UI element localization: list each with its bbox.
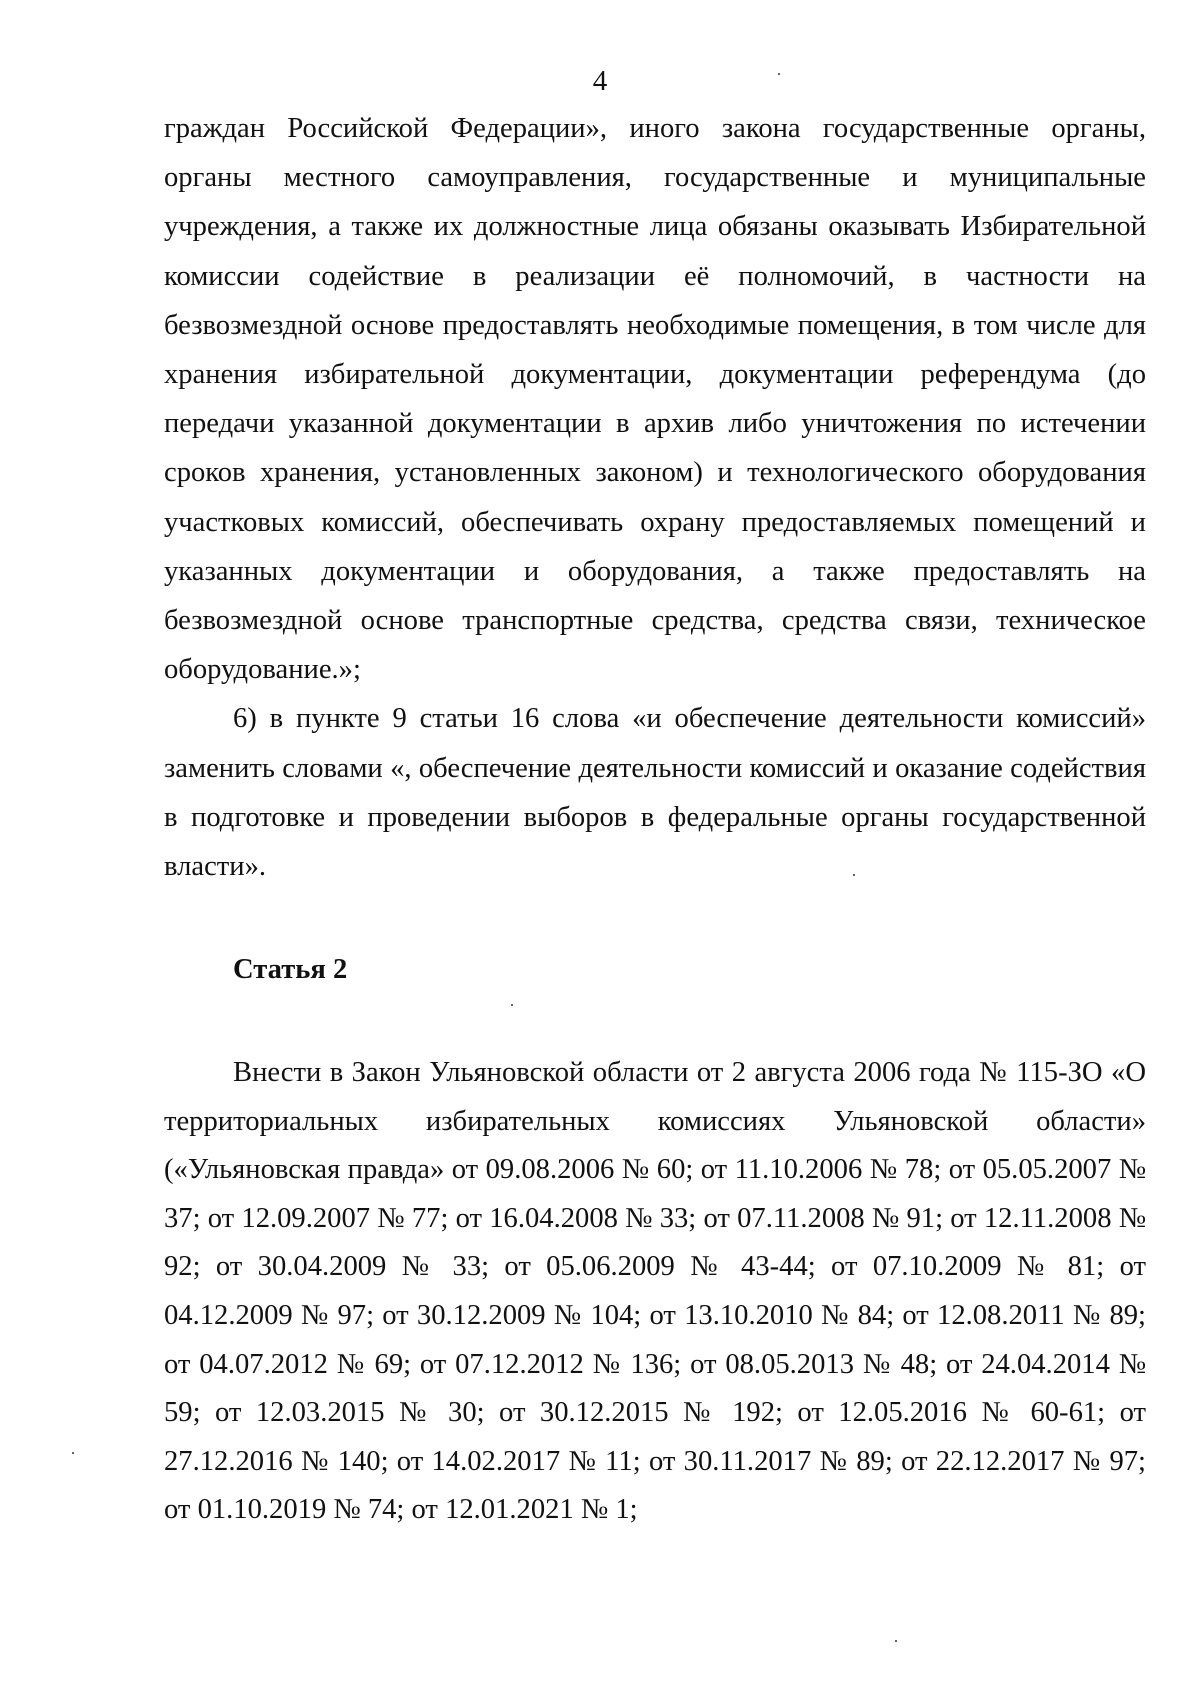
article-1-continuation [164,104,1146,891]
article-2-body [164,1049,1146,1535]
article-heading: Статья 2 [233,954,348,985]
scan-speck [853,874,855,876]
paragraph-continued: граждан Российской Федерации», иного закона государственные органы, органы местного самоуправления, государственные и муниципальные учреждения, а также их должностные лица обязаны оказывать Избирательной комиссии содействие в реализации её полномочий, в частности на безвозмездной основе предоставлять необходимые помещения, в том числе для хранения избирательной документации, документации референдума (до передачи указанной документации в архив либо уничтожения по истечении сроков хранения, установленных законом) и технологического оборудования участковых комиссий, обеспечивать охрану предоставляемых помещений и указанных документации и оборудования, а также предоставлять на безвозмездной основе транспортные средства, средства связи, техническое оборудование.»; [164,113,1146,686]
page-number: 4 [592,65,608,97]
scan-speck [778,73,780,75]
paragraph-item-6: 6) в пункте 9 статьи 16 слова «и обеспечение деятельности комиссий» заменить словами «, обеспечение деятельности комиссий и оказание содействия в подготовке и проведении выборов в федеральные органы государственной власти». [164,703,1146,883]
scan-speck [895,1640,897,1642]
scan-speck [511,1004,513,1006]
article-2-paragraph: Внести в Закон Ульяновской области от 2 августа 2006 года № 115-ЗО «О территориальных избирательных комиссиях Ульяновской области» («Ульяновская правда» от 09.08.2006 № 60; от 11.10.2006 № 78; от 05.05.2007 № 37; от 12.09.2007 № 77; от 16.04.2008 № 33; от 07.11.2008 № 91; от 12.11.2008 № 92; от 30.04.2009 № 33; от 05.06.2009 № 43-44; от 07.10.2009 № 81; от 04.12.2009 № 97; от 30.12.2009 № 104; от 13.10.2010 № 84; от 12.08.2011 № 89; от 04.07.2012 № 69; от 07.12.2012 № 136; от 08.05.2013 № 48; от 24.04.2014 № 59; от 12.03.2015 № 30; от 30.12.2015 № 192; от 12.05.2016 № 60-61; от 27.12.2016 № 140; от 14.02.2017 № 11; от 30.11.2017 № 89; от 22.12.2017 № 97; от 01.10.2019 № 74; от 12.01.2021 № 1; [164,1057,1146,1526]
scan-speck [72,1452,74,1454]
